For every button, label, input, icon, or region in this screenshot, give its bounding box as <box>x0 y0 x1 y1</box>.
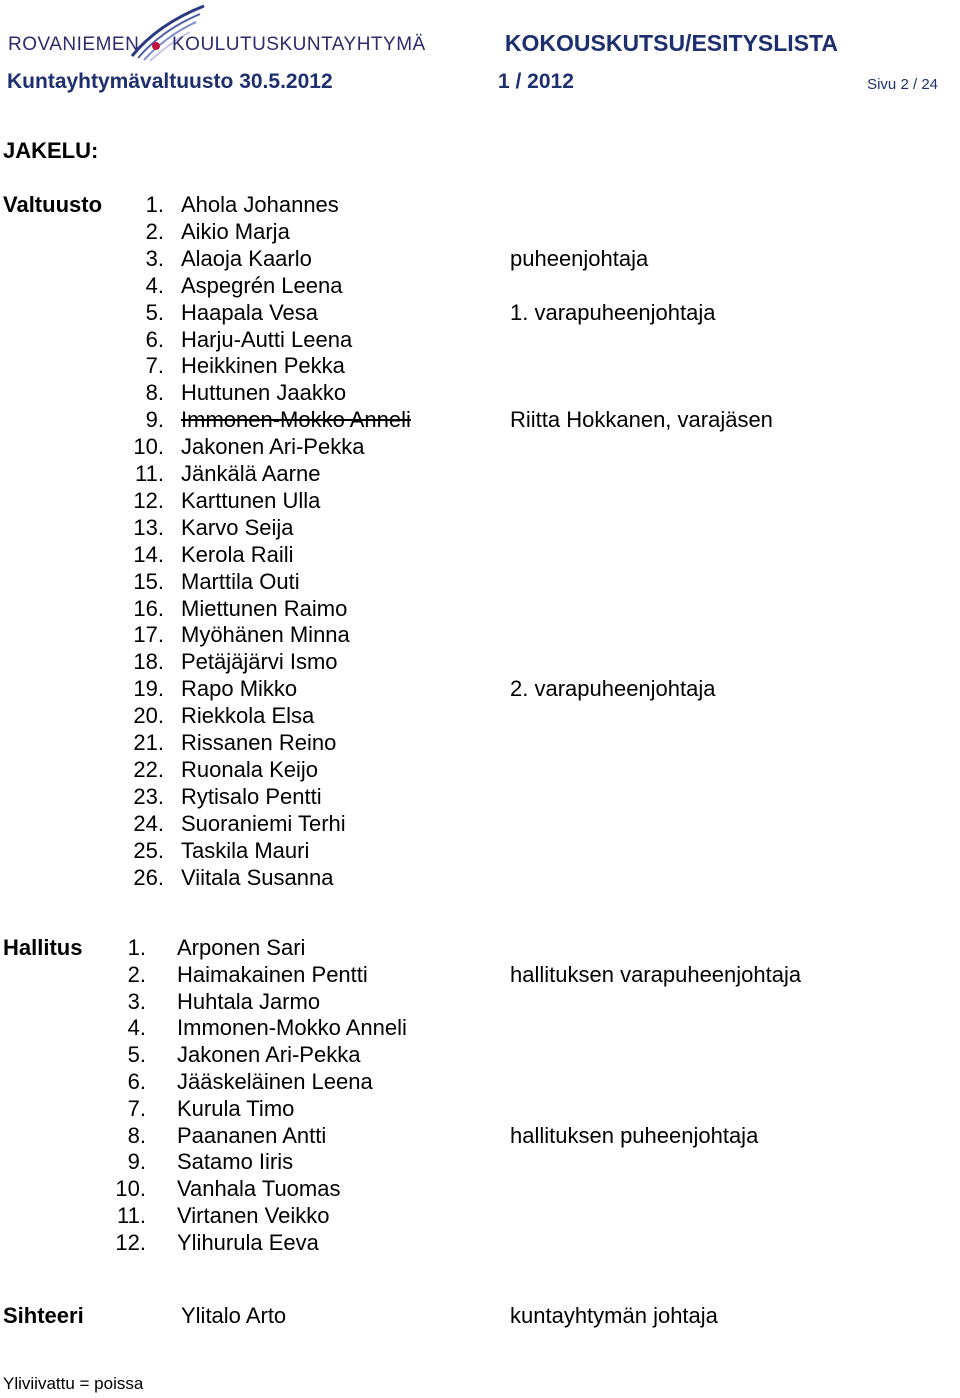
member-name: Marttila Outi <box>181 568 300 594</box>
member-name: Jänkälä Aarne <box>181 461 321 486</box>
member-number: 11. <box>135 461 164 486</box>
member-role: Riitta Hokkanen, varajäsen <box>510 407 773 433</box>
member-name: Virtanen Veikko <box>177 1203 330 1228</box>
page-label: Sivu <box>867 76 897 93</box>
member-number: 2. <box>127 961 146 987</box>
council-title: Valtuusto <box>3 192 103 217</box>
member-name: Riekkola Elsa <box>181 703 315 729</box>
issue-number: 1 / 2012 <box>498 70 574 93</box>
member-name: Suoraniemi Terhi <box>181 810 346 836</box>
member-number: 8. <box>145 380 164 406</box>
member-number: 20. <box>133 703 164 729</box>
member-number: 22. <box>133 756 164 782</box>
member-name: Huhtala Jarmo <box>177 988 321 1014</box>
member-number: 7. <box>145 353 164 379</box>
member-number: 14. <box>133 541 164 567</box>
member-number: 24. <box>133 810 164 836</box>
member-number: 3. <box>127 988 146 1014</box>
member-name: Rytisalo Pentti <box>181 783 322 809</box>
member-name: Huttunen Jaakko <box>181 380 347 406</box>
member-role: hallituksen varapuheenjohtaja <box>510 961 802 987</box>
member-number: 1. <box>127 935 146 960</box>
secretary-title: Sihteeri <box>3 1303 84 1328</box>
member-name: Haapala Vesa <box>181 299 318 325</box>
member-name: Myöhänen Minna <box>181 622 350 648</box>
member-role: 2. varapuheenjohtaja <box>510 676 716 702</box>
member-number: 13. <box>133 514 164 540</box>
member-name: Miettunen Raimo <box>181 595 348 621</box>
page-number <box>867 76 938 93</box>
member-number: 4. <box>145 272 164 298</box>
member-number: 15. <box>133 568 164 594</box>
member-number: 9. <box>127 1149 146 1175</box>
member-number: 5. <box>127 1042 146 1068</box>
document-type: KOKOUSKUTSU/ESITYSLISTA <box>504 30 838 56</box>
member-name: Karttunen Ulla <box>181 487 321 513</box>
member-role: puheenjohtaja <box>510 245 649 271</box>
member-name: Vanhala Tuomas <box>177 1176 341 1202</box>
member-name: Heikkinen Pekka <box>181 353 345 379</box>
member-role: 1. varapuheenjohtaja <box>510 299 716 325</box>
member-name: Ruonala Keijo <box>181 756 318 782</box>
member-number: 16. <box>133 595 164 621</box>
member-number: 10. <box>115 1176 146 1202</box>
member-name: Kerola Raili <box>181 541 294 567</box>
member-number: 5. <box>145 299 164 325</box>
member-name: Taskila Mauri <box>181 837 310 863</box>
distribution-heading: JAKELU: <box>3 138 99 163</box>
org-name-left: ROVANIEMEN <box>8 34 140 55</box>
member-number: 6. <box>145 326 164 352</box>
member-name: Ylihurula Eeva <box>177 1229 319 1255</box>
member-number: 21. <box>133 730 164 755</box>
footer-note: Yliviivattu = poissa <box>3 1374 144 1393</box>
member-number: 19. <box>133 676 164 702</box>
member-name: Alaoja Kaarlo <box>181 245 312 271</box>
member-number: 4. <box>127 1015 146 1041</box>
member-number: 12. <box>115 1229 146 1255</box>
meeting-title: Kuntayhtymävaltuusto 30.5.2012 <box>7 70 333 93</box>
member-number: 18. <box>133 649 164 675</box>
member-number: 10. <box>133 434 164 460</box>
page-separator: / <box>912 76 918 93</box>
member-name: Paananen Antti <box>177 1122 327 1148</box>
member-number: 12. <box>133 487 164 513</box>
secretary-name: Ylitalo Arto <box>181 1303 287 1328</box>
member-name: Petäjäjärvi Ismo <box>181 649 338 675</box>
member-name: Haimakainen Pentti <box>177 961 368 987</box>
page-total: 24 <box>921 76 938 93</box>
member-name: Rissanen Reino <box>181 730 337 755</box>
member-number: 3. <box>145 245 164 271</box>
member-number: 8. <box>127 1122 146 1148</box>
member-name: Immonen-Mokko Anneli <box>177 1015 407 1041</box>
member-name: Kurula Timo <box>177 1095 295 1121</box>
member-name: Jääskeläinen Leena <box>177 1069 373 1094</box>
member-number: 26. <box>133 864 164 890</box>
member-number: 6. <box>127 1069 146 1094</box>
member-name: Karvo Seija <box>181 514 294 540</box>
member-name: Ahola Johannes <box>181 192 339 217</box>
member-number: 17. <box>133 622 164 648</box>
member-number: 11. <box>117 1203 146 1228</box>
member-name: Viitala Susanna <box>181 864 334 890</box>
secretary-role: kuntayhtymän johtaja <box>510 1303 718 1328</box>
org-name-right: KOULUTUSKUNTAYHTYMÄ <box>172 34 426 55</box>
member-number: 7. <box>127 1095 146 1121</box>
board-title: Hallitus <box>3 935 83 960</box>
member-number: 25. <box>133 837 164 863</box>
member-name: Jakonen Ari-Pekka <box>177 1042 361 1068</box>
page-current: 2 <box>900 76 909 93</box>
member-name: Aikio Marja <box>181 218 290 244</box>
member-number: 9. <box>145 407 164 433</box>
member-name: Aspegrén Leena <box>181 272 343 298</box>
member-name: Immonen-Mokko Anneli <box>181 407 411 433</box>
member-name: Arponen Sari <box>177 935 306 960</box>
member-number: 2. <box>145 218 164 244</box>
member-name: Harju-Autti Leena <box>181 326 353 352</box>
member-name: Jakonen Ari-Pekka <box>181 434 365 460</box>
member-name: Rapo Mikko <box>181 676 298 702</box>
member-name: Satamo Iiris <box>177 1149 294 1175</box>
member-role: hallituksen puheenjohtaja <box>510 1122 759 1148</box>
member-number: 1. <box>145 192 164 217</box>
member-number: 23. <box>133 783 164 809</box>
